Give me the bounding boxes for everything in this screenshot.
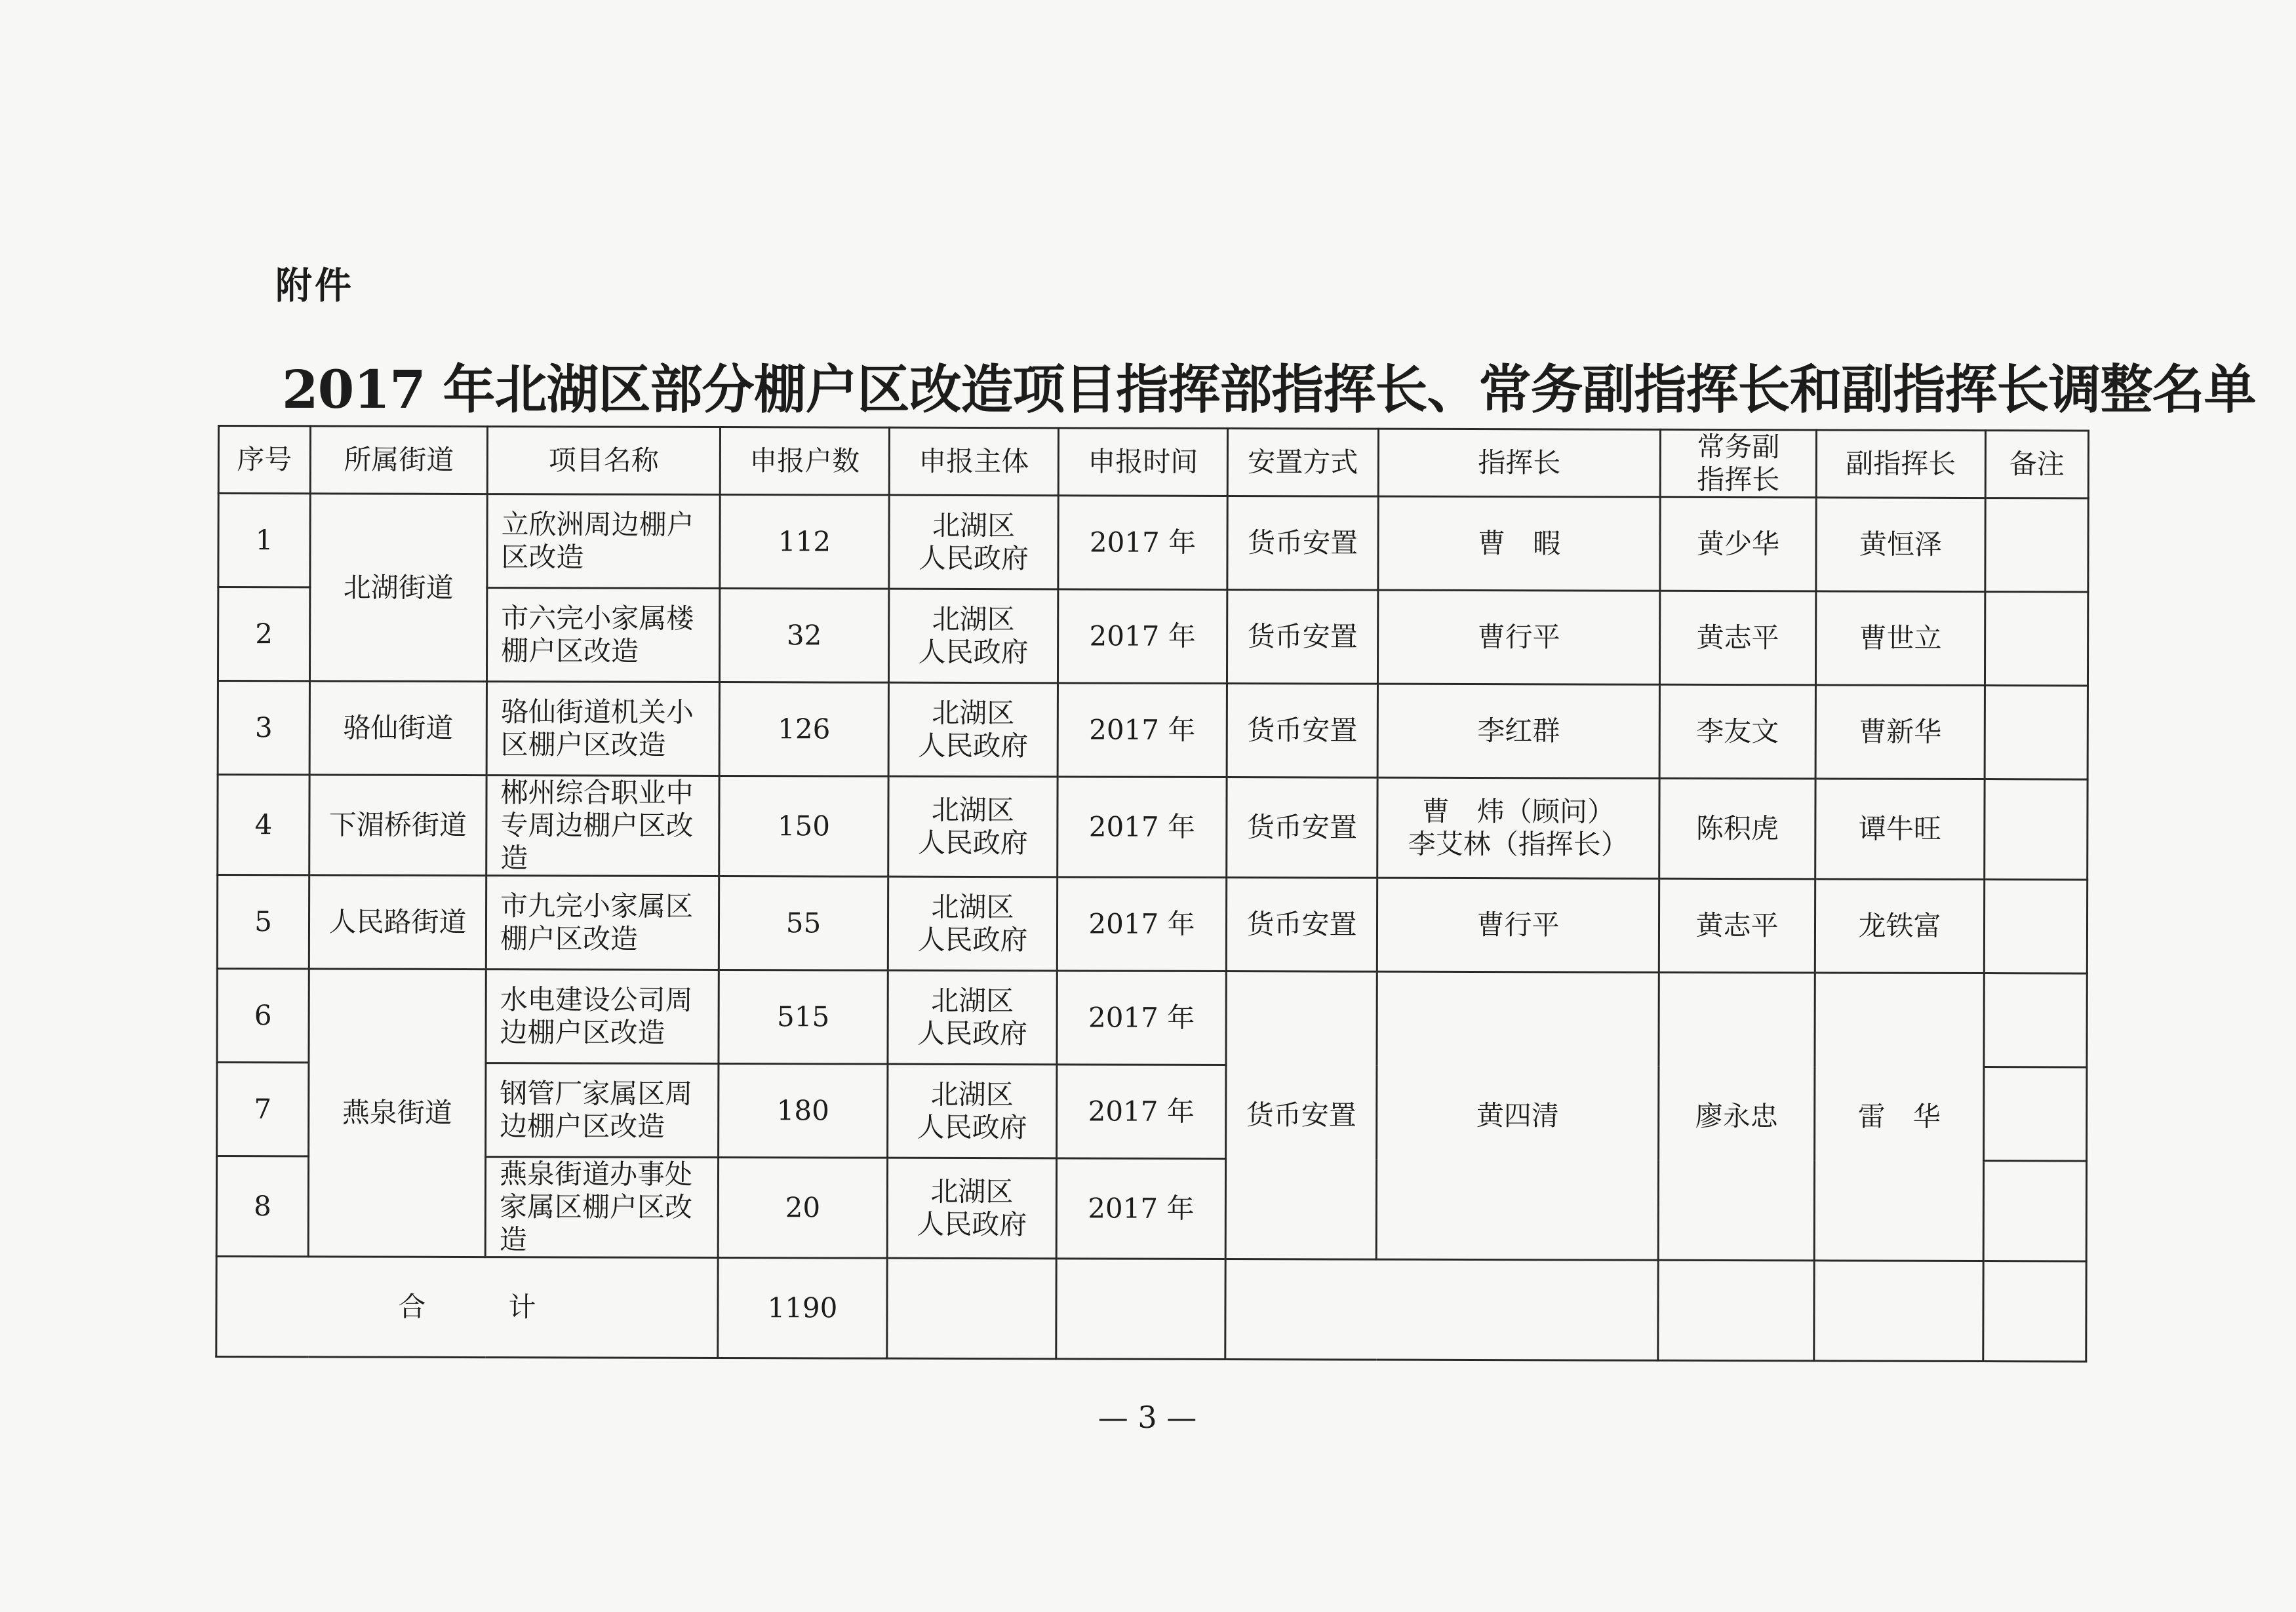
header-deputy: 副指挥长: [1816, 430, 1985, 498]
total-empty-exec-deputy: [1658, 1260, 1814, 1361]
cell-exec-deputy: 黄志平: [1659, 878, 1815, 973]
cell-resettlement: 货币安置: [1227, 684, 1377, 778]
commander-line1: 曹 炜（顾问）: [1421, 795, 1615, 828]
cell-remarks: [1983, 1161, 2086, 1261]
cell-households: 20: [718, 1158, 887, 1259]
cell-exec-deputy: 黄志平: [1659, 591, 1815, 685]
applicant-line1: 北湖区: [931, 793, 1015, 827]
page-number: — 3 —: [1098, 1400, 1197, 1435]
applicant-line1: 北湖区: [932, 602, 1015, 636]
cell-street: 下湄桥街道: [309, 775, 486, 876]
cell-commander: 曹 暇: [1378, 496, 1660, 591]
cell-households: 55: [719, 876, 888, 971]
cell-applicant: [889, 495, 1058, 589]
cell-resettlement: 货币安置: [1227, 496, 1378, 591]
cell-commander: 曹行平: [1377, 878, 1659, 972]
applicant-line2: 人民政府: [917, 1208, 1027, 1241]
cell-seq: 8: [216, 1156, 308, 1257]
roster-table: [215, 425, 2089, 1362]
cell-project: 市六完小家属楼棚户区改造: [486, 588, 719, 682]
applicant-line2: 人民政府: [918, 729, 1029, 762]
cell-applicant: [888, 970, 1057, 1065]
cell-time: 2017 年: [1057, 1065, 1226, 1159]
cell-seq: 5: [217, 875, 309, 969]
cell-deputy: 黄恒泽: [1816, 498, 1985, 592]
applicant-line1: 北湖区: [932, 509, 1016, 542]
header-households: 申报户数: [720, 427, 889, 496]
cell-deputy: 曹世立: [1815, 591, 1985, 686]
cell-households: 32: [719, 589, 888, 683]
applicant-line2: 人民政府: [917, 923, 1028, 956]
header-resettlement: 安置方式: [1227, 429, 1378, 497]
cell-applicant: [888, 589, 1058, 683]
cell-seq: 7: [217, 1063, 309, 1156]
cell-remarks: [1984, 1067, 2087, 1161]
table-row: [218, 775, 2088, 880]
cell-deputy: 龙铁富: [1815, 879, 1984, 973]
header-commander: 指挥长: [1378, 429, 1660, 497]
header-project: 项目名称: [487, 427, 720, 495]
cell-street: 燕泉街道: [308, 969, 486, 1257]
cell-seq: 2: [218, 587, 309, 681]
header-exec-deputy-line2: 指挥长: [1697, 463, 1780, 496]
cell-commander: 曹行平: [1377, 590, 1659, 684]
applicant-line2: 人民政府: [917, 1111, 1027, 1144]
header-applicant: 申报主体: [889, 427, 1058, 496]
cell-commander: 黄四清: [1376, 972, 1659, 1260]
header-seq: 序号: [218, 426, 310, 494]
total-row: [216, 1256, 2086, 1361]
table-row: [217, 969, 2087, 1067]
cell-households: 126: [719, 682, 888, 777]
total-label: 合 计: [216, 1256, 718, 1358]
cell-seq: 4: [218, 775, 309, 875]
applicant-line1: 北湖区: [930, 1078, 1014, 1111]
cell-remarks: [1985, 498, 2088, 592]
cell-time: 2017 年: [1058, 589, 1227, 684]
cell-time: 2017 年: [1056, 1158, 1225, 1259]
header-exec-deputy: [1660, 429, 1816, 498]
total-households: 1190: [718, 1258, 887, 1359]
cell-households: 515: [719, 970, 888, 1065]
cell-remarks: [1984, 880, 2087, 973]
cell-applicant: [887, 1158, 1056, 1259]
cell-project: 钢管厂家属区周边棚户区改造: [486, 1063, 719, 1158]
applicant-line1: 北湖区: [931, 890, 1014, 924]
applicant-line2: 人民政府: [918, 541, 1029, 575]
table-row: [218, 494, 2088, 592]
cell-project: 燕泉街道办事处家属区棚户区改造: [485, 1157, 718, 1258]
cell-project: 市九完小家属区棚户区改造: [486, 876, 719, 970]
total-empty-deputy: [1814, 1261, 1983, 1362]
cell-deputy: 谭牛旺: [1815, 779, 1985, 880]
cell-commander: [1377, 777, 1659, 878]
cell-time: 2017 年: [1058, 683, 1227, 777]
commander-line2: 李艾林（指挥长）: [1408, 827, 1629, 861]
cell-deputy: 雷 华: [1814, 973, 1984, 1261]
total-empty-applicant: [887, 1258, 1056, 1359]
cell-remarks: [1985, 686, 2088, 779]
cell-time: 2017 年: [1057, 877, 1226, 972]
total-empty-time: [1056, 1259, 1225, 1360]
header-street: 所属街道: [310, 426, 487, 494]
header-row: [218, 426, 2088, 498]
cell-households: 150: [719, 776, 888, 877]
total-empty-resettlement-commander: [1225, 1259, 1658, 1361]
cell-resettlement: 货币安置: [1227, 777, 1377, 878]
total-empty-remarks: [1983, 1261, 2086, 1362]
cell-remarks: [1985, 592, 2088, 686]
cell-households: 112: [720, 495, 889, 589]
applicant-line2: 人民政府: [917, 826, 1028, 859]
cell-seq: 6: [217, 969, 309, 1063]
table-row: [218, 681, 2088, 779]
applicant-line1: 北湖区: [931, 984, 1014, 1017]
cell-exec-deputy: 李友文: [1659, 684, 1815, 779]
cell-exec-deputy: 陈积虎: [1659, 778, 1815, 879]
attachment-label: 附件: [275, 265, 354, 307]
cell-resettlement: 货币安置: [1226, 878, 1377, 972]
cell-project: 骆仙街道机关小区棚户区改造: [486, 682, 719, 776]
cell-time: 2017 年: [1058, 777, 1227, 878]
cell-project: 立欣洲周边棚户区改造: [487, 494, 720, 589]
cell-seq: 1: [218, 494, 310, 587]
cell-project: 水电建设公司周边棚户区改造: [486, 970, 719, 1064]
cell-exec-deputy: 黄少华: [1660, 497, 1816, 591]
cell-resettlement: 货币安置: [1225, 972, 1377, 1260]
document-title: 2017 年北湖区部分棚户区改造项目指挥部指挥长、常务副指挥长和副指挥长调整名单: [282, 359, 2256, 420]
cell-street: 骆仙街道: [309, 681, 486, 776]
cell-street: 人民路街道: [309, 875, 486, 970]
cell-households: 180: [719, 1064, 888, 1158]
cell-applicant: [888, 776, 1058, 877]
cell-time: 2017 年: [1058, 496, 1227, 590]
table-row: [218, 587, 2088, 686]
header-time: 申报时间: [1058, 428, 1227, 496]
cell-deputy: 曹新华: [1815, 685, 1985, 779]
applicant-line1: 北湖区: [932, 696, 1015, 730]
cell-applicant: [888, 1064, 1057, 1158]
cell-applicant: [888, 876, 1057, 971]
cell-seq: 3: [218, 681, 309, 775]
cell-time: 2017 年: [1057, 971, 1226, 1065]
cell-applicant: [888, 682, 1058, 777]
cell-exec-deputy: 廖永忠: [1658, 972, 1815, 1261]
applicant-line2: 人民政府: [918, 635, 1029, 669]
cell-remarks: [1984, 973, 2087, 1067]
cell-remarks: [1985, 779, 2088, 880]
table-row: [217, 875, 2087, 973]
cell-commander: 李红群: [1377, 684, 1659, 778]
applicant-line1: 北湖区: [930, 1175, 1014, 1208]
header-exec-deputy-line1: 常务副: [1697, 430, 1780, 463]
header-remarks: 备注: [1985, 431, 2088, 498]
cell-resettlement: 货币安置: [1227, 590, 1377, 684]
cell-street: 北湖街道: [309, 494, 487, 682]
cell-project: 郴州综合职业中专周边棚户区改造: [486, 776, 719, 876]
applicant-line2: 人民政府: [917, 1017, 1028, 1050]
